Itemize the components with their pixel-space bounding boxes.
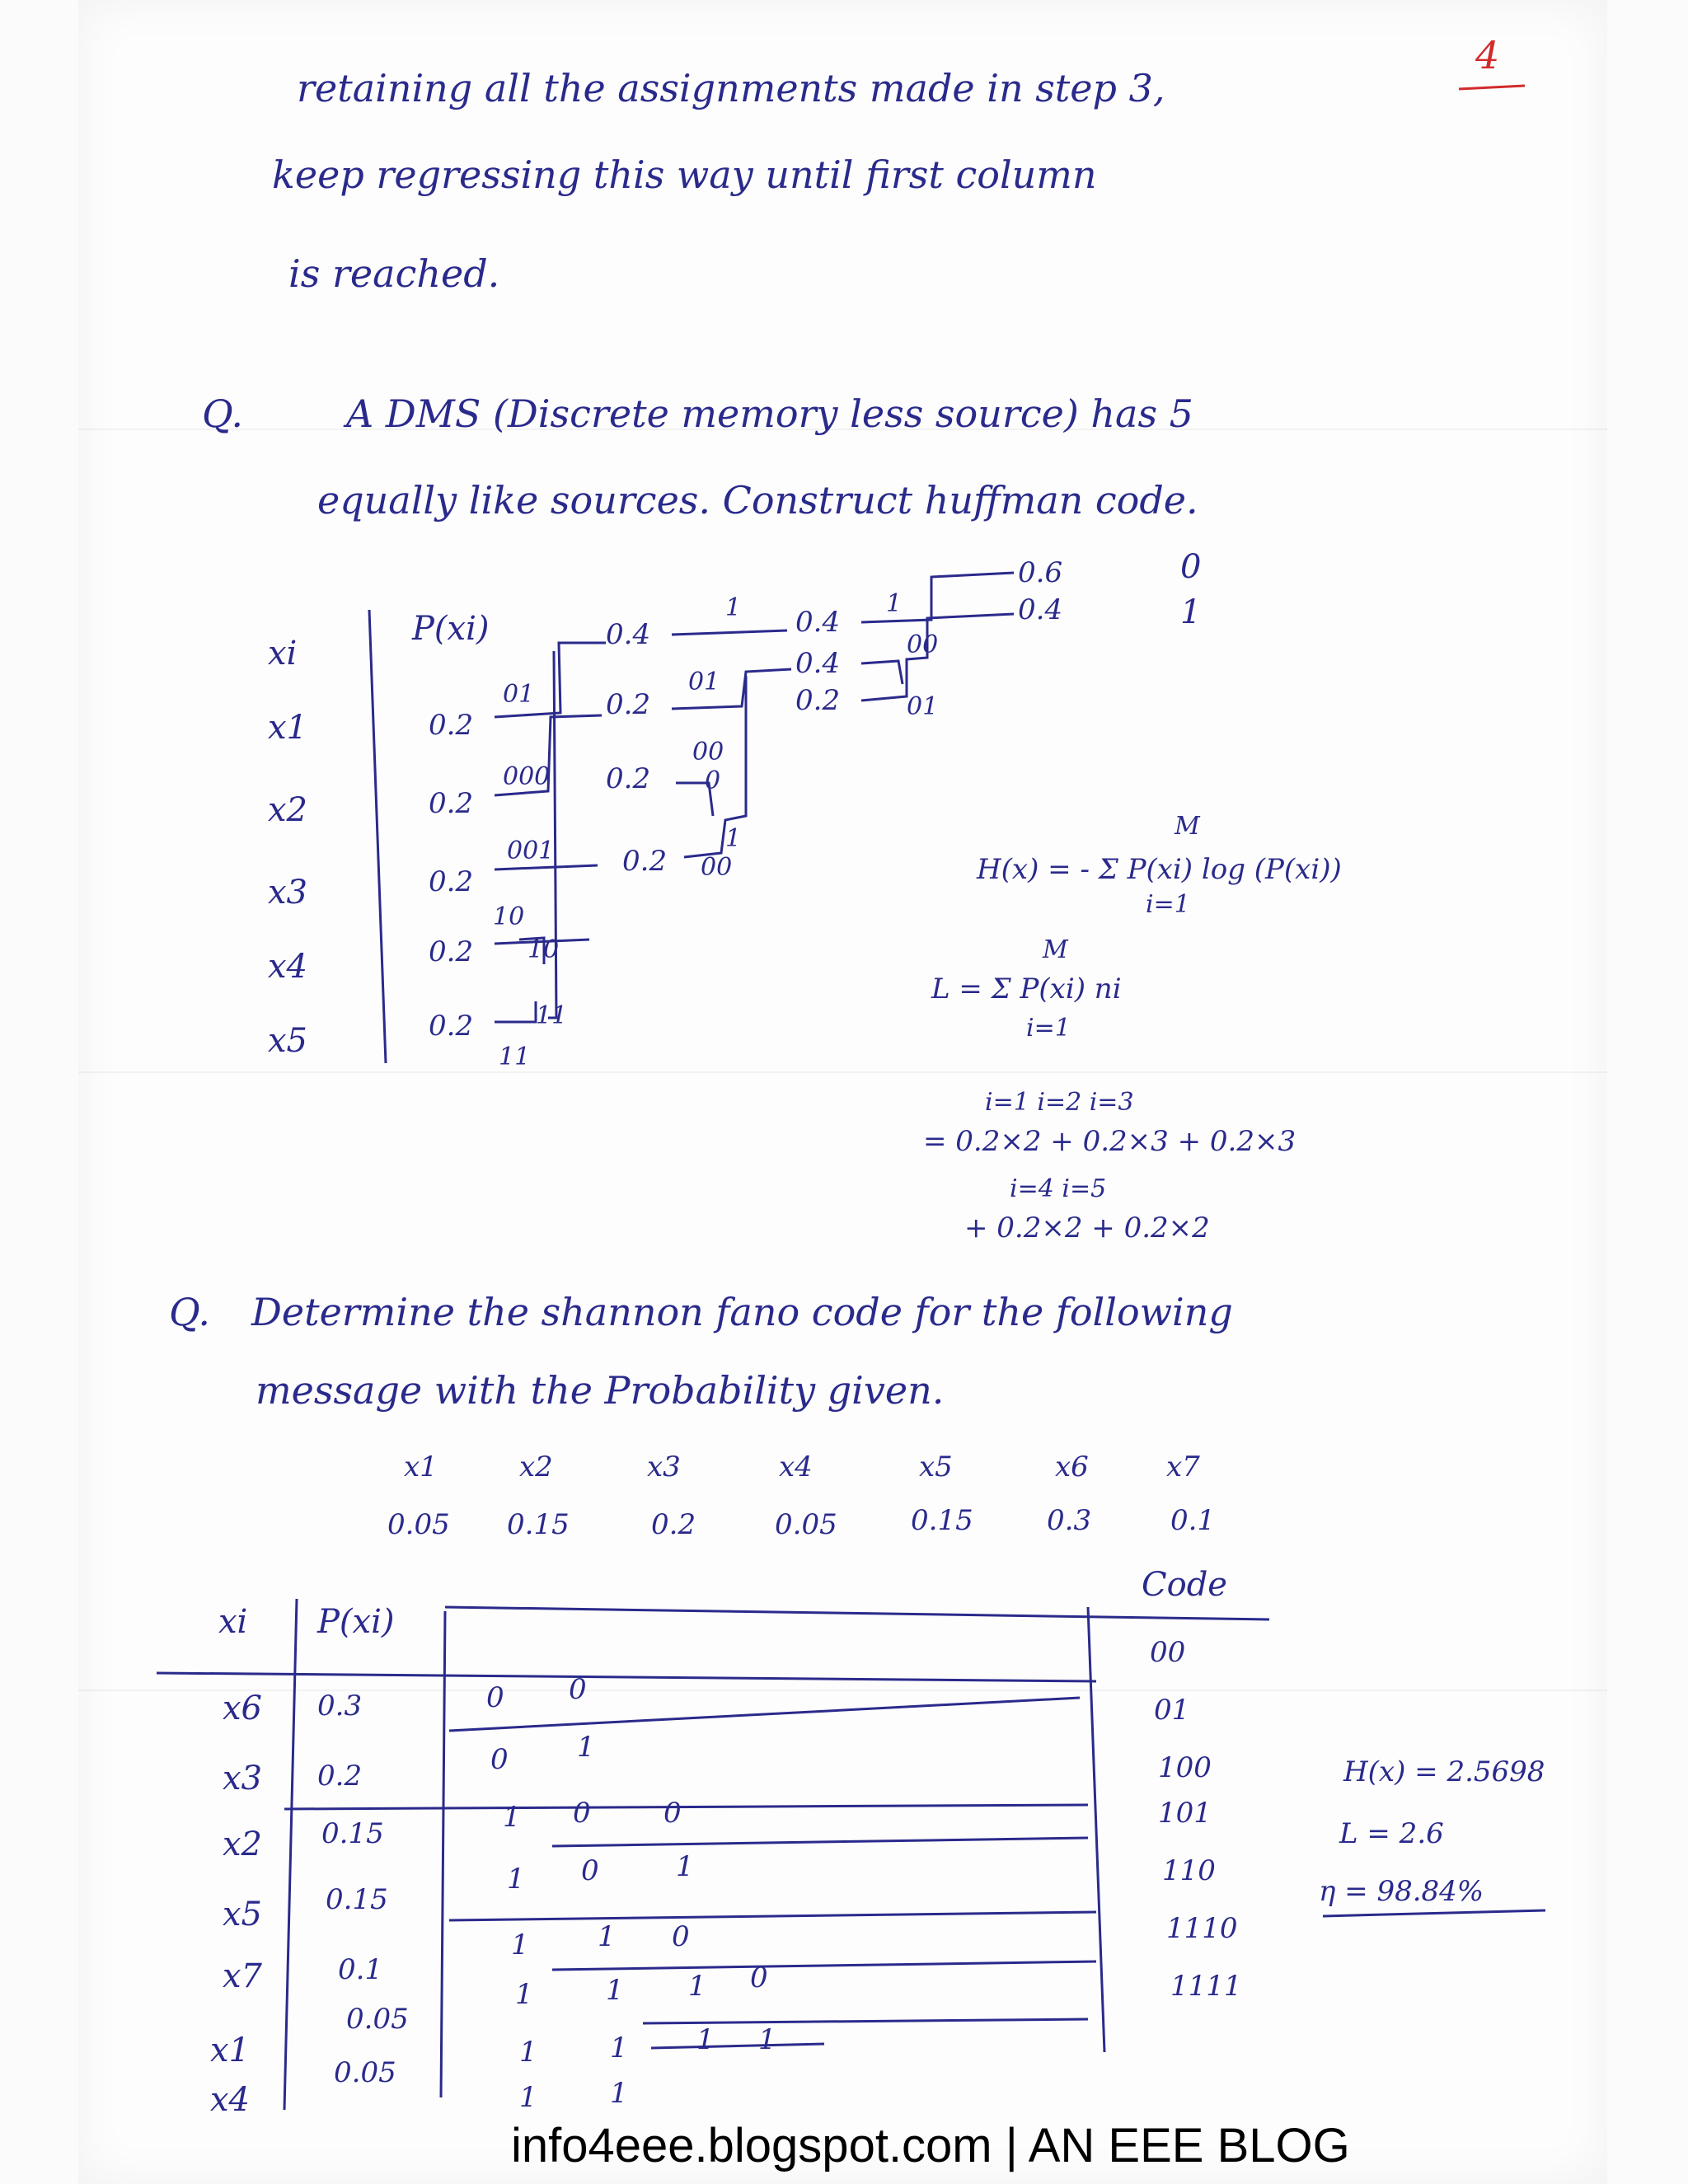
huffman-bit: 01 [907, 692, 939, 721]
entropy-sub: i=1 [1146, 890, 1190, 919]
fano-code: 110 [1162, 1854, 1216, 1887]
fano-bit: 1 [610, 2032, 628, 2064]
huffman-prob: 0.2 [429, 787, 474, 820]
huffman-prob: 0.2 [429, 1010, 474, 1043]
huffman-connector [672, 669, 791, 709]
fano-bit: 1 [758, 2023, 776, 2056]
fano-code: 1110 [1166, 1912, 1238, 1945]
q2-prob: 0.1 [1170, 1504, 1216, 1537]
fano-bit: 1 [511, 1929, 529, 1961]
intro-line-1: retaining all the assignments made in step 3, [297, 66, 1165, 110]
huffman-prob: 0.2 [429, 709, 474, 742]
fano-length-result: L = 2.6 [1339, 1817, 1444, 1850]
page-number-underline [1459, 86, 1525, 89]
huffman-sym: x5 [268, 1022, 308, 1060]
fano-sym: x2 [223, 1825, 263, 1863]
huffman-bit: 1 [725, 593, 742, 622]
fano-bit: 1 [577, 1731, 595, 1764]
huffman-code: 000 [503, 762, 551, 791]
fano-bit: 0 [663, 1797, 682, 1830]
fano-bit: 0 [581, 1854, 599, 1887]
q2-symbol: x4 [779, 1451, 813, 1483]
huffman-connector [495, 940, 589, 944]
huffman-bit: 00 [907, 630, 939, 659]
fano-bit: 1 [606, 1974, 624, 2007]
fano-partition [552, 1961, 1096, 1970]
q2-prob: 0.3 [1047, 1504, 1092, 1537]
fano-code: 00 [1150, 1636, 1186, 1669]
huffman-stage2: 0.2 [606, 762, 651, 795]
fano-partition [651, 2044, 824, 2048]
huffman-final-bit: 1 [1180, 593, 1202, 631]
fano-header-sym: xi [218, 1603, 248, 1641]
fano-bit: 0 [490, 1743, 509, 1776]
q2-prob: 0.15 [911, 1504, 973, 1537]
fano-prob: 0.2 [317, 1760, 363, 1793]
huffman-code: 11 [499, 1043, 531, 1071]
q1-line-1: A DMS (Discrete memory less source) has 5 [346, 391, 1193, 436]
fano-bit: 1 [696, 2023, 715, 2056]
fano-code: 01 [1154, 1694, 1190, 1727]
huffman-code: 001 [507, 837, 555, 865]
fano-bit: 0 [750, 1961, 768, 1994]
huffman-sym: x4 [268, 948, 308, 986]
fano-prob: 0.15 [326, 1883, 388, 1916]
fano-header-code: Code [1142, 1566, 1227, 1604]
fano-bit: 1 [598, 1920, 616, 1953]
q1-line-2: equally like sources. Construct huffman code. [317, 478, 1198, 523]
huffman-table-line [369, 610, 386, 1063]
huffman-connector [676, 783, 713, 816]
q1-marker: Q. [202, 391, 244, 436]
length-formula: L = Σ P(xi) ni [931, 972, 1122, 1005]
fano-bit: 1 [507, 1863, 525, 1896]
fano-table-line [441, 1611, 445, 2097]
fano-table-line [1088, 1607, 1104, 2052]
huffman-stage3: 0.4 [795, 606, 841, 639]
huffman-stage3: 0.2 [795, 684, 841, 717]
fano-sym: x3 [223, 1760, 263, 1797]
q2-line-2: message with the Probability given. [256, 1368, 945, 1413]
blog-footer: info4eee.blogspot.com | AN EEE BLOG [511, 2119, 1350, 2172]
fano-efficiency-result: η = 98.84% [1319, 1875, 1484, 1908]
q2-line-1: Determine the shannon fano code for the following [251, 1290, 1233, 1334]
entropy-formula: H(x) = - Σ P(xi) log (P(xi)) [977, 853, 1342, 886]
fano-prob: 0.3 [317, 1690, 363, 1722]
fano-bit: 0 [573, 1797, 591, 1830]
calc-index-row: i=1 i=2 i=3 [985, 1088, 1134, 1117]
fano-partition [643, 2019, 1088, 2023]
fano-bit: 0 [569, 1673, 587, 1706]
fano-prob: 0.05 [346, 2003, 409, 2036]
efficiency-underline [1323, 1910, 1545, 1916]
huffman-connector [495, 715, 602, 795]
q2-symbol: x2 [519, 1451, 553, 1483]
page-number: 4 [1475, 33, 1500, 77]
fano-sym: x4 [210, 2081, 251, 2119]
huffman-code: 01 [503, 680, 535, 709]
huffman-bit: 00 [701, 853, 733, 882]
fano-prob: 0.15 [321, 1817, 384, 1850]
q2-symbol: x5 [919, 1451, 953, 1483]
fano-bit: 1 [519, 2081, 537, 2114]
fano-code: 101 [1158, 1797, 1212, 1830]
fano-partition [552, 1838, 1088, 1846]
q2-marker: Q. [169, 1290, 211, 1334]
huffman-sym: x1 [268, 709, 308, 747]
fano-sym: x7 [223, 1957, 263, 1995]
fano-prob: 0.05 [334, 2056, 396, 2089]
fano-header-prob: P(xi) [317, 1603, 395, 1641]
calc-index-row-2: i=4 i=5 [1010, 1174, 1107, 1203]
huffman-bit: 1 [886, 589, 903, 618]
calc-line-2: + 0.2×2 + 0.2×2 [964, 1212, 1210, 1244]
q2-symbol: x3 [647, 1451, 681, 1483]
huffman-stage2: 0.2 [622, 845, 668, 878]
huffman-stage4: 0.6 [1018, 556, 1063, 589]
huffman-connector [495, 643, 606, 717]
fano-prob: 0.1 [338, 1953, 383, 1986]
fano-header-rule [157, 1673, 1096, 1681]
entropy-sup: M [1175, 812, 1200, 841]
huffman-final-bit: 0 [1180, 548, 1202, 586]
huffman-connector [548, 651, 556, 1018]
fano-bit: 1 [515, 1978, 533, 2011]
fano-bit: 1 [610, 2077, 628, 2110]
huffman-stage2: 0.4 [606, 618, 651, 651]
fano-partition [449, 1698, 1080, 1731]
fano-entropy-result: H(x) = 2.5698 [1343, 1755, 1545, 1788]
huffman-sym: x2 [268, 791, 308, 829]
fano-partition [284, 1805, 1088, 1809]
intro-line-3: is reached. [288, 251, 500, 296]
length-sub: i=1 [1026, 1014, 1071, 1043]
huffman-bit: 10 [528, 935, 560, 964]
huffman-bit: 11 [536, 1001, 568, 1030]
fano-sym: x6 [223, 1690, 263, 1727]
fano-table-line [284, 1599, 297, 2110]
length-sup: M [1043, 935, 1068, 964]
fano-sym: x1 [210, 2032, 251, 2069]
huffman-bit: 00 [692, 738, 724, 766]
fano-code-header-rule [445, 1607, 1269, 1619]
q2-prob: 0.2 [651, 1508, 696, 1541]
fano-bit: 1 [688, 1970, 706, 2003]
fano-partition [449, 1912, 1096, 1920]
huffman-bit: 0 [705, 766, 721, 795]
huffman-connector [672, 630, 787, 635]
huffman-connector [495, 1001, 536, 1022]
fano-bit: 1 [519, 2036, 537, 2069]
huffman-stage4: 0.4 [1018, 593, 1063, 626]
huffman-code: 10 [493, 902, 525, 931]
huffman-prob: 0.2 [429, 935, 474, 968]
intro-line-2: keep regressing this way until first column [272, 152, 1097, 197]
fano-bit: 1 [503, 1801, 521, 1834]
huffman-bit: 01 [688, 668, 720, 696]
huffman-connector [684, 676, 746, 857]
huffman-stage3: 0.4 [795, 647, 841, 680]
huffman-connector [861, 614, 1014, 701]
q2-prob: 0.15 [507, 1508, 570, 1541]
calc-line-1: = 0.2×2 + 0.2×3 + 0.2×3 [923, 1125, 1296, 1158]
fano-bit: 0 [486, 1681, 504, 1714]
fano-code: 1111 [1170, 1970, 1242, 2003]
fano-sym: x5 [223, 1896, 263, 1933]
huffman-prob: 0.2 [429, 865, 474, 898]
huffman-connector [861, 661, 903, 684]
huffman-header-prob: P(xi) [412, 610, 490, 648]
q2-symbol: x7 [1166, 1451, 1200, 1483]
huffman-bit: 1 [725, 824, 742, 853]
q2-prob: 0.05 [387, 1508, 450, 1541]
fano-bit: 0 [672, 1920, 690, 1953]
fano-code: 100 [1158, 1751, 1212, 1784]
huffman-stage2: 0.2 [606, 688, 651, 721]
q2-symbol: x6 [1055, 1451, 1089, 1483]
huffman-connector [495, 865, 598, 869]
q2-symbol: x1 [404, 1451, 438, 1483]
q2-prob: 0.05 [775, 1508, 837, 1541]
huffman-header-sym: xi [268, 635, 298, 673]
huffman-sym: x3 [268, 874, 308, 912]
fano-bit: 1 [676, 1850, 694, 1883]
